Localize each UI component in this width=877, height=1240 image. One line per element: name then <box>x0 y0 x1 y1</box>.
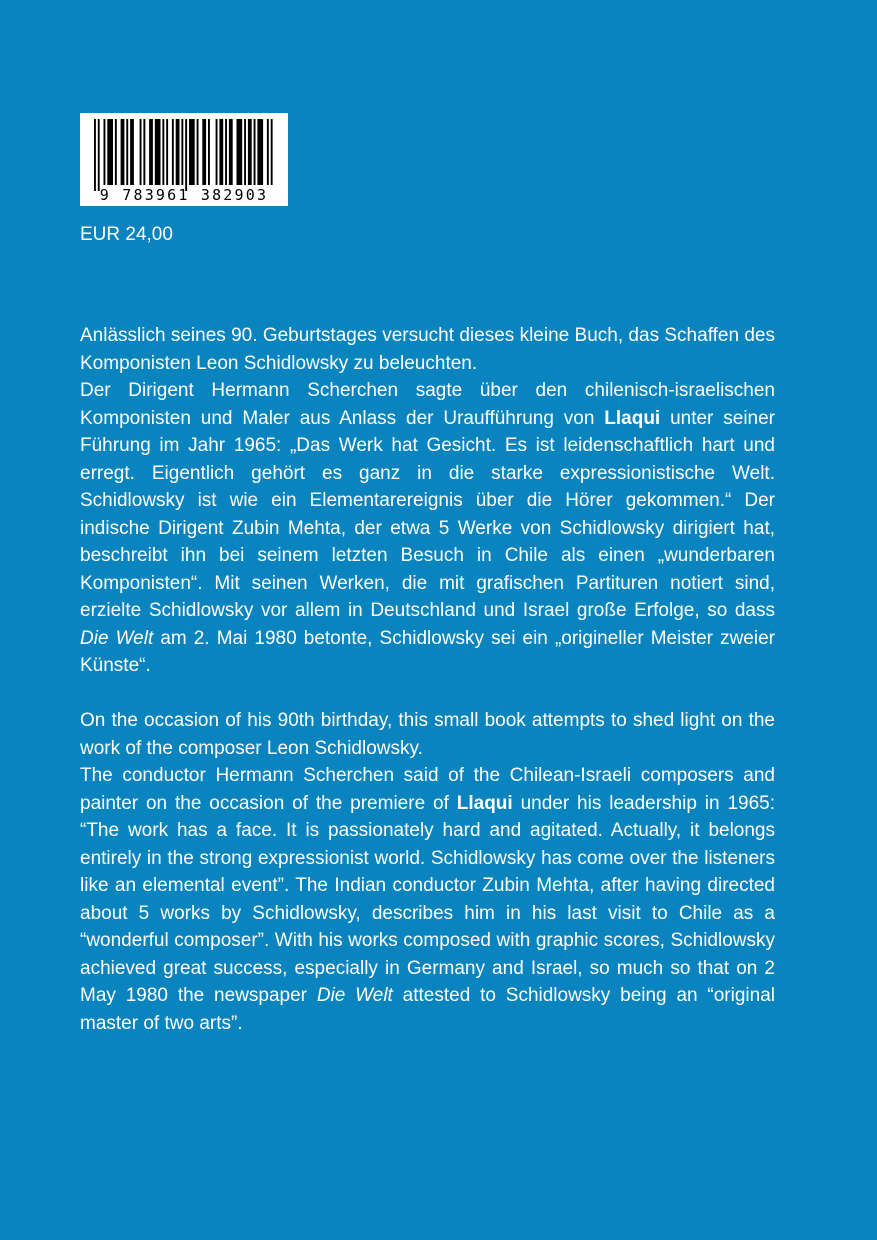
barcode-bar <box>254 119 256 185</box>
barcode-bar <box>185 119 187 191</box>
german-p2-text-b: unter seiner Führung im Jahr 1965: „Das Werk hat Gesicht. Es ist leidenschaftlich hart und erregt. Eigentlich gehört es ganz in die starke expressionistische Welt. Schidlowsky ist wie ein Elementarereignis über die Hörer gekommen.“ Der indische Dirigent Zubin Mehta, der etwa 5 Werke von Schidlowsky dirigiert hat, beschreibt ihn bei seinem letzten Besuch in Chile als einen „wunderbaren Komponisten“. Mit seinen Werken, die mit grafischen Partituren notiert sind, erzielte Schidlowsky vor allem in Deutschland und Israel große Erfolge, so dass <box>80 407 775 621</box>
barcode-bar <box>121 119 125 185</box>
barcode-bar <box>219 119 223 185</box>
barcode-bar <box>267 119 269 185</box>
barcode-bar <box>244 119 246 185</box>
barcode-bar <box>176 119 180 185</box>
english-work-title: Llaqui <box>456 792 513 814</box>
english-p2-text-c: attested to Schidlowsky being an “original master of two arts”. <box>80 985 776 1034</box>
barcode-bar <box>229 119 233 185</box>
barcode-bar <box>208 119 210 185</box>
english-p2-text-a: The conductor Hermann Scherchen said of the Chilean-Israeli composers and painter on the occasion of the premiere of <box>80 765 775 814</box>
barcode-bar <box>155 119 161 185</box>
barcode-bar <box>104 119 106 185</box>
barcode-bar <box>166 119 168 185</box>
barcode-bar <box>140 119 142 185</box>
english-paragraph-2 <box>80 762 775 1037</box>
english-newspaper-title: Die Welt <box>316 985 393 1006</box>
english-p2-text-b: under his leadership in 1965: “The work has a face. It is passionately hard and agitated. Actually, it belongs entirely in the strong expressionist world. Schidlowsky has come over the listeners like an elemental event”. The Indian conductor Zubin Mehta, after having directed about 5 works by Schidlowsky, describes him in his last visit to Chile as a “wonderful composer”. With his works composed with graphic scores, Schidlowsky achieved great success, especially in Germany and Israel, so much so that on 2 May 1980 the newspaper <box>80 792 775 1006</box>
barcode-bar <box>197 119 199 185</box>
price-label: EUR 24,00 <box>80 224 173 245</box>
barcode-bar <box>225 119 227 185</box>
barcode-bar <box>202 119 206 185</box>
barcode-bar <box>237 119 243 185</box>
german-description <box>80 322 775 680</box>
german-p2-text-a: Der Dirigent Hermann Scherchen sagte über den chilenisch-israelischen Komponisten und Maler aus Anlass der Uraufführung von <box>80 380 775 429</box>
barcode-bar <box>94 119 96 191</box>
barcode-bar <box>98 119 100 191</box>
barcode-bar <box>162 119 164 185</box>
german-paragraph-2 <box>80 377 775 680</box>
german-newspaper-title: Die Welt <box>80 627 154 649</box>
german-p2-text-c: am 2. Mai 1980 betonte, Schidlowsky sei ein „origineller Meister zweier Künste“. <box>80 627 775 676</box>
barcode-bar <box>107 119 113 185</box>
barcode-bar <box>126 119 128 185</box>
english-description <box>80 707 775 1037</box>
barcode-bar <box>143 119 145 185</box>
german-paragraph-1: Anlässlich seines 90. Geburtstages versucht dieses kleine Buch, das Schaffen des Komponisten Leon Schidlowsky zu beleuchten. <box>80 325 775 374</box>
barcode-bar <box>216 119 218 185</box>
barcode-bar <box>149 119 153 185</box>
barcode-bar <box>257 119 263 185</box>
barcode-bar <box>248 119 252 185</box>
german-work-title: Llaqui <box>604 407 661 429</box>
barcode-bar <box>130 119 134 185</box>
barcode-bar <box>189 119 195 185</box>
barcode-bar <box>271 119 273 185</box>
english-paragraph-1: On the occasion of his 90th birthday, this small book attempts to shed light on the work of the composer Leon Schidlowsky. <box>80 710 775 759</box>
isbn-number: 9 783961 382903 <box>99 186 269 204</box>
barcode-bar <box>172 119 174 185</box>
isbn-barcode <box>80 113 288 206</box>
barcode-bar <box>115 119 117 185</box>
barcode-bar <box>181 119 183 185</box>
